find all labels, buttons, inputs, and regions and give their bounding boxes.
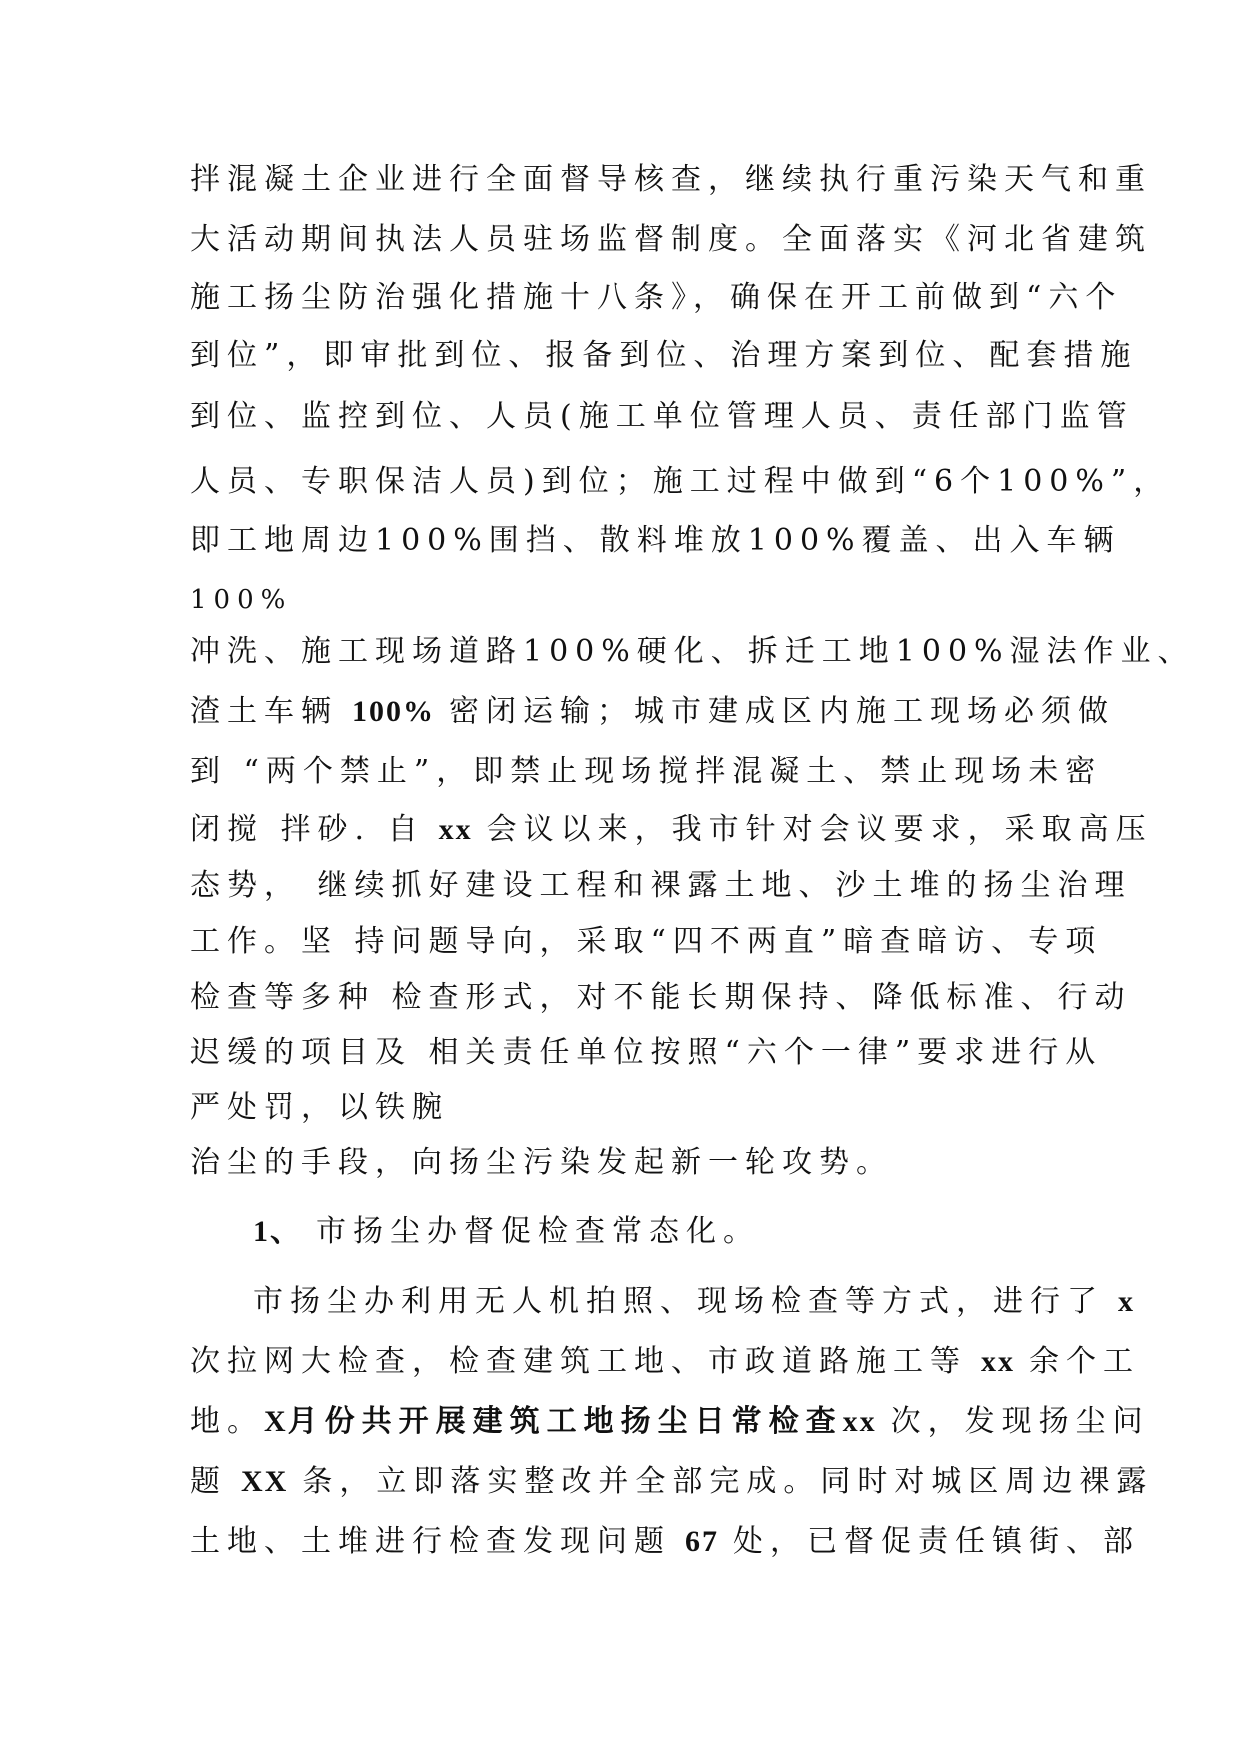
- body-line: 拌混凝土企业进行全面督导核查，继续执行重污染天气和重: [190, 162, 1152, 197]
- text-run: 会议以来，我市针对会议要求，采取高压: [486, 812, 1153, 847]
- body-line: 迟缓的项目及 相关责任单位按照“六个一律”要求进行从: [190, 1035, 1103, 1070]
- bold-placeholder: xx: [981, 1345, 1015, 1378]
- body-line: 即工地周边100%围挡、散料堆放100%覆盖、出入车辆: [190, 523, 1121, 558]
- text-run: 题: [190, 1464, 227, 1499]
- bold-text: 月份共开展建筑工地扬尘日常检查: [287, 1404, 843, 1439]
- body-line: 到位、监控到位、人员(施工单位管理人员、责任部门监管: [190, 399, 1134, 434]
- bold-placeholder: x: [1118, 1285, 1135, 1318]
- text-run: 次，发现扬尘问: [890, 1404, 1150, 1439]
- text-run: 渣土车辆: [190, 694, 338, 729]
- body-line: [190, 692, 1115, 732]
- body-line: 检查等多种 检查形式，对不能长期保持、降低标准、行动: [190, 980, 1132, 1015]
- body-line: [190, 1522, 1140, 1562]
- text-run: 条，立即落实整改并全部完成。同时对城区周边裸露: [302, 1464, 1154, 1499]
- bold-placeholder: xx: [842, 1405, 877, 1438]
- body-line: 冲洗、施工现场道路100%硬化、拆迁工地100%湿法作业、: [190, 634, 1195, 669]
- body-line: 到 “两个禁止”，即禁止现场搅拌混凝土、禁止现场未密: [190, 754, 1103, 789]
- bold-number: 67: [685, 1525, 719, 1558]
- heading-text: 市扬尘办督促检查常态化。: [316, 1214, 760, 1249]
- body-line: 工作。坚 持问题导向，采取“四不两直”暗查暗访、专项: [190, 924, 1103, 959]
- bold-number: 100%: [352, 695, 435, 728]
- body-line: 人员、专职保洁人员)到位；施工过程中做到“6个100%”，: [190, 464, 1171, 499]
- text-run: 闭搅 拌砂. 自: [190, 812, 425, 847]
- body-line: [253, 1282, 1135, 1322]
- body-line: 严处罚，以铁腕: [190, 1090, 449, 1125]
- body-line: [190, 1462, 1153, 1502]
- text-run: 市扬尘办利用无人机拍照、现场检查等方式，进行了: [253, 1284, 1104, 1319]
- body-line: [190, 1342, 1140, 1382]
- text-run: 土地、土堆进行检查发现问题: [190, 1524, 671, 1559]
- heading-number: 1、: [253, 1215, 302, 1248]
- body-line: 大活动期间执法人员驻场监督制度。全面落实《河北省建筑: [190, 222, 1152, 257]
- body-line: 100%: [190, 585, 293, 615]
- section-heading: [253, 1212, 760, 1252]
- body-line: 到位”，即审批到位、报备到位、治理方案到位、配套措施: [190, 338, 1138, 373]
- bold-placeholder: XX: [241, 1465, 289, 1498]
- text-run: 余个工: [1029, 1344, 1140, 1379]
- bold-placeholder: xx: [438, 813, 473, 846]
- body-line: 施工扬尘防治强化措施十八条》，确保在开工前做到“六个: [190, 280, 1123, 315]
- text-run: 密闭运输；城市建成区内施工现场必须做: [449, 694, 1115, 729]
- bold-placeholder: X: [264, 1405, 288, 1438]
- body-line: [190, 1402, 1150, 1442]
- text-run: 地。: [190, 1404, 264, 1439]
- body-line: [190, 810, 1153, 850]
- text-run: 次拉网大检查，检查建筑工地、市政道路施工等: [190, 1344, 967, 1379]
- text-run: 处，已督促责任镇街、部: [733, 1524, 1140, 1559]
- body-line: 治尘的手段，向扬尘污染发起新一轮攻势。: [190, 1145, 893, 1180]
- body-line: 态势， 继续抓好建设工程和裸露土地、沙土堆的扬尘治理: [190, 868, 1132, 903]
